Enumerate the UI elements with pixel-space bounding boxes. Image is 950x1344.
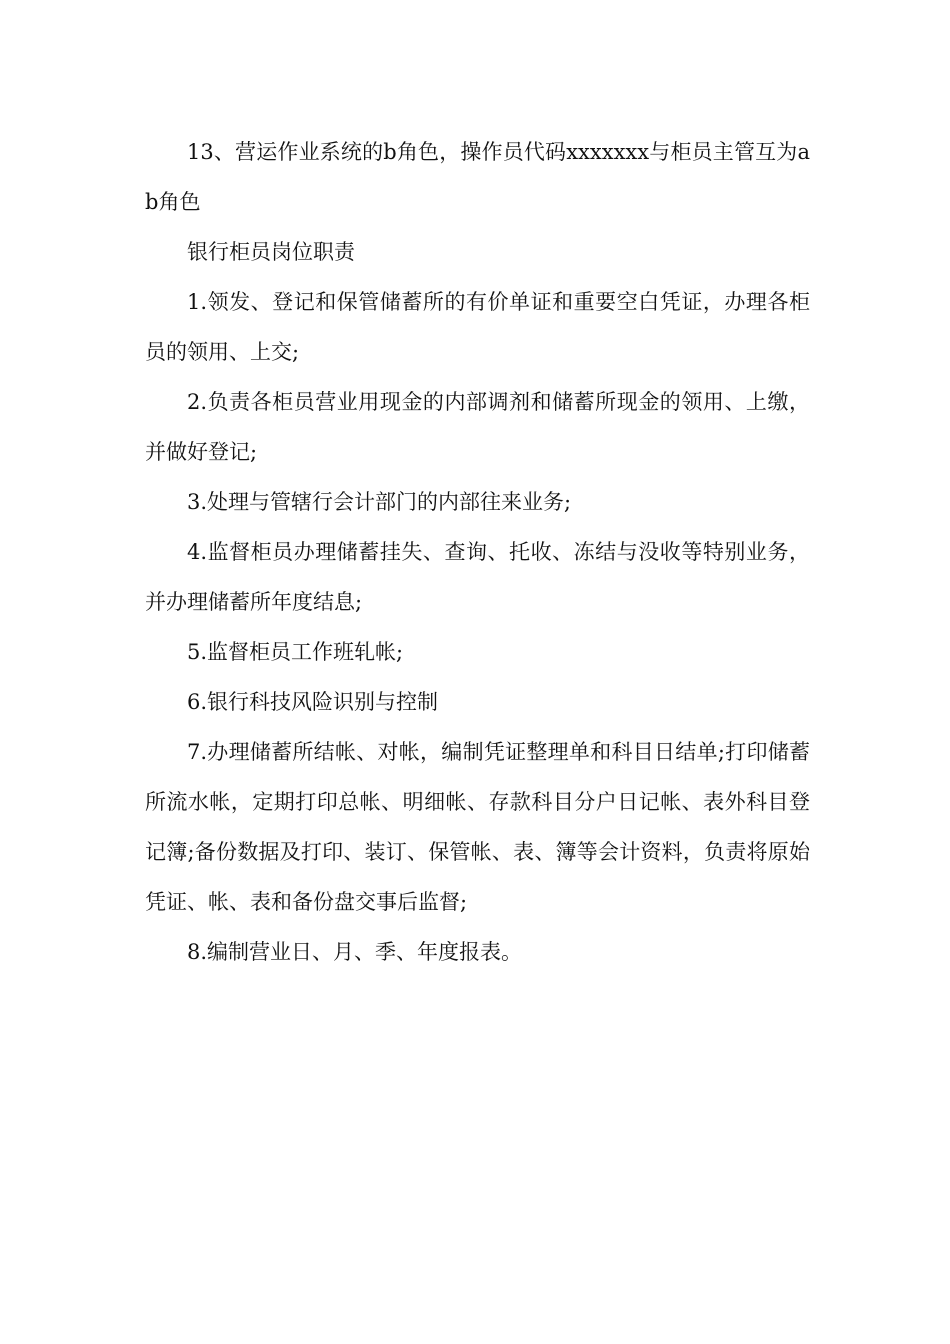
paragraph-item-13: 13、营运作业系统的b角色，操作员代码xxxxxxx与柜员主管互为ab角色: [145, 140, 810, 214]
document-body: [145, 127, 810, 977]
duty-item-8: 8.编制营业日、月、季、年度报表。: [187, 940, 523, 964]
section-heading: 银行柜员岗位职责: [187, 240, 355, 264]
duty-item-3: 3.处理与管辖行会计部门的内部往来业务;: [187, 490, 572, 514]
duty-item-7: 7.办理储蓄所结帐、对帐，编制凭证整理单和科目日结单;打印储蓄所流水帐，定期打印总帐、明细帐、存款科目分户日记帐、表外科目登记簿;备份数据及打印、装订、保管帐、表、簿等会计资料，负责将原始凭证、帐、表和备份盘交事后监督;: [145, 740, 810, 914]
duty-item-2: 2.负责各柜员营业用现金的内部调剂和储蓄所现金的领用、上缴，并做好登记;: [145, 390, 810, 464]
duty-item-1: 1.领发、登记和保管储蓄所的有价单证和重要空白凭证，办理各柜员的领用、上交;: [145, 290, 810, 364]
duty-item-5: 5.监督柜员工作班轧帐;: [187, 640, 404, 664]
duty-item-6: 6.银行科技风险识别与控制: [187, 690, 439, 714]
duty-item-4: 4.监督柜员办理储蓄挂失、查询、托收、冻结与没收等特别业务，并办理储蓄所年度结息;: [145, 540, 810, 614]
